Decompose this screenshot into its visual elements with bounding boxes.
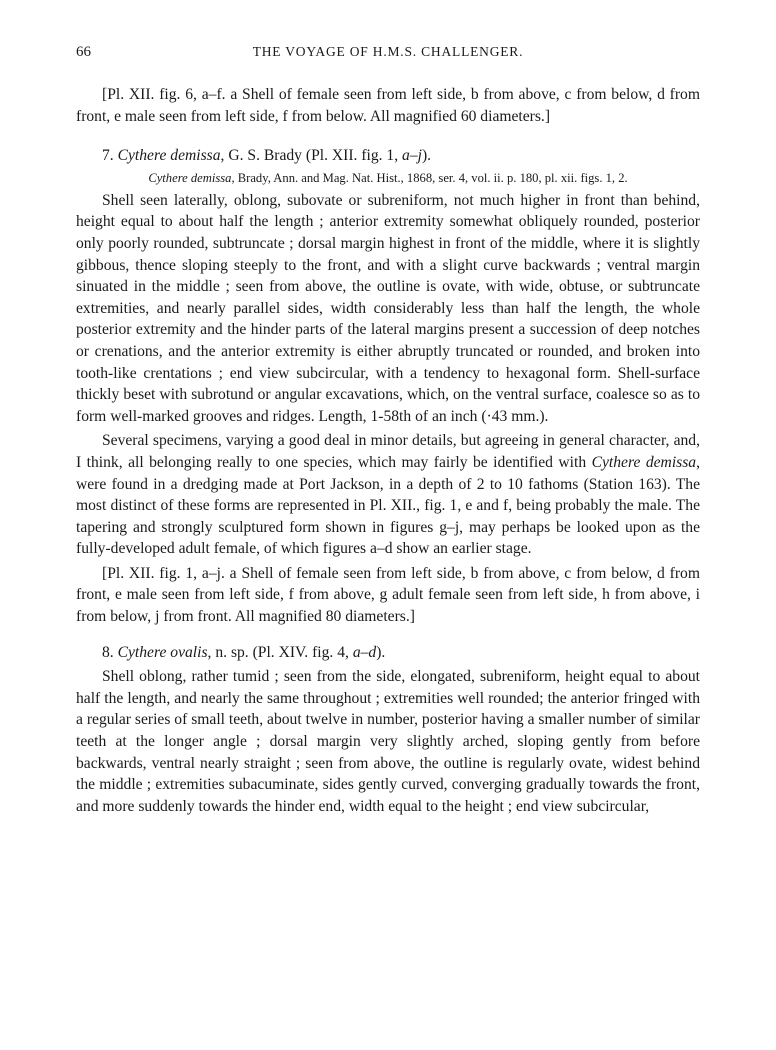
species-7-name: Cythere demissa bbox=[117, 147, 221, 165]
page-body bbox=[76, 84, 700, 817]
species-7-description: Shell seen laterally, oblong, subovate or subreniform, not much higher in front than behind, height equal to about half the length ; anterior extremity somewhat obliquely rounded, posterior only poorly rounded, subtruncate ; dorsal margin highest in front of the middle, where it is slightly gibbous, thence sloping steeply to the front, and with a slight curve backwards ; ventral margin sinuated in the middle ; seen from above, the outline is ovate, with wide, obtuse, or subtruncate extremities, and nearly parallel sides, width considerably less than half the length, the whole posterior extremity and the hinder parts of the lateral margins present a succession of deep notches or crenations, and the anterior extremity is either abruptly truncated or rounded, and broken into tooth-like crentations ; end view subcircular, with a tendency to hexagonal form. Shell-surface thickly beset with subrotund or angular excavations, which, on the ventral surface, coalesce so as to form well-marked grooves and ridges. Length, 1-58th of an inch (·43 mm.). bbox=[76, 191, 700, 425]
species-7-remarks-name: Cythere demissa bbox=[591, 453, 697, 471]
species-7-reference bbox=[76, 169, 700, 187]
species-8-description: Shell oblong, rather tumid ; seen from the side, elongated, subreniform, height equal to about half the length, and nearly the same throughout ; extremities well rounded; the anterior fringed with a regular series of small teeth, about twelve in number, posterior having a smaller number of similar teeth at the longer angle ; dorsal margin very slightly arched, sloping gently from before backwards, ventral nearly straight ; seen from above, the outline is regularly ovate, widest behind the middle ; extremities subacuminate, sides gently curved, converging gradually towards the front, and more suddenly towards the hinder end, width equal to the height ; end view subcircular, bbox=[76, 668, 700, 815]
species-7-reference-rest: , Brady, Ann. and Mag. Nat. Hist., 1868, ser. 4, vol. ii. p. 180, pl. xii. figs. 1, 2. bbox=[231, 170, 628, 185]
species-7-close: ). bbox=[421, 147, 432, 165]
species-7-number: 7. bbox=[102, 147, 114, 165]
species-7-reference-name: Cythere demissa bbox=[148, 170, 232, 185]
species-8-close: ). bbox=[376, 643, 386, 661]
species-8-number: 8. bbox=[102, 643, 114, 661]
species-7-remarks-b: , were found in a dredging made at Port Jackson, in a depth of 2 to 10 fathoms (Station 163). The most distinct of these forms are represented in Pl. XII., fig. 1, e and f, being probably the male. The tapering and strongly sculptured form shown in figures g–j, may perhaps be looked upon as the fully-developed adult female, of which figures a–d show an earlier stage. bbox=[76, 453, 700, 558]
species-8-name: Cythere ovalis bbox=[117, 643, 208, 661]
species-8-heading bbox=[76, 642, 700, 664]
species-7-fig-range: a–j bbox=[402, 147, 422, 165]
species-7-remarks-a: Several specimens, varying a good deal in minor details, but agreeing in general character, and, I think, all belonging really to one species, which may fairly be identified with bbox=[76, 432, 700, 471]
running-header bbox=[76, 44, 700, 64]
species-7-plate-caption: [Pl. XII. fig. 1, a–j. a Shell of female seen from left side, b from above, c from below, d from front, e male seen from left side, f from above, g adult female seen from left side, h from above, i from below, j from front. All magnified 80 diameters.] bbox=[76, 564, 700, 626]
species-8-fig-range: a–d bbox=[352, 643, 377, 661]
species-8-authority: , n. sp. (Pl. XIV. fig. 4, bbox=[207, 643, 353, 661]
running-title: THE VOYAGE OF H.M.S. CHALLENGER. bbox=[252, 44, 524, 59]
plate-caption-1: [Pl. XII. fig. 6, a–f. a Shell of female seen from left side, b from above, c from below, d from front, e male seen from left side, f from below. All magnified 60 diameters.] bbox=[76, 86, 700, 125]
species-7-heading bbox=[76, 145, 700, 167]
species-7-remarks bbox=[76, 430, 700, 560]
page-number: 66 bbox=[76, 44, 91, 60]
species-7-authority: , G. S. Brady (Pl. XII. fig. 1, bbox=[220, 147, 403, 165]
